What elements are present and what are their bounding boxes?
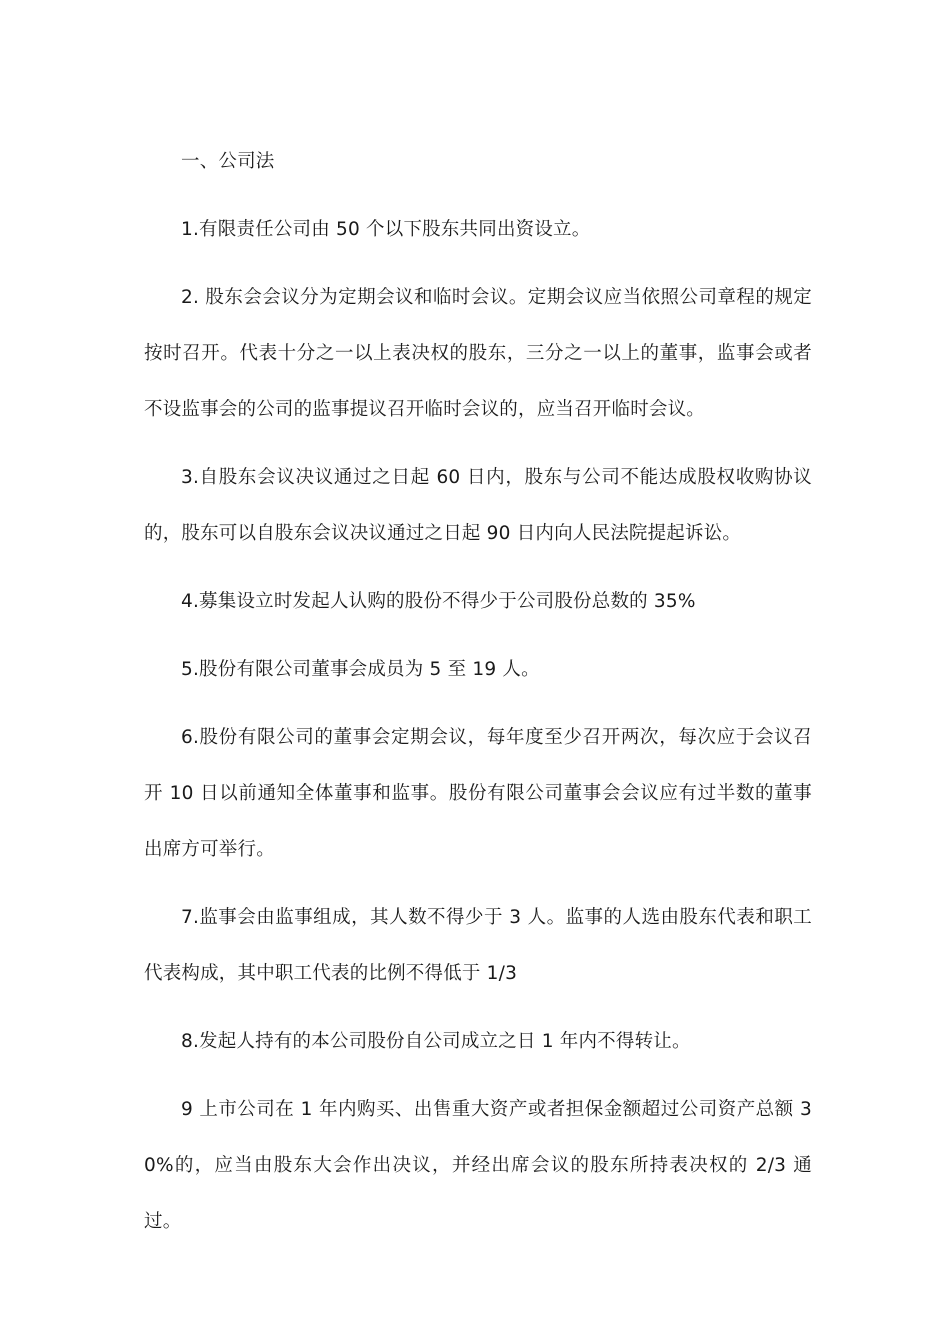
paragraph-4: 4.募集设立时发起人认购的股份不得少于公司股份总数的 35%	[181, 591, 696, 612]
section-heading: 一、公司法	[181, 151, 275, 172]
document-body	[144, 134, 812, 1262]
paragraph-5: 5.股份有限公司董事会成员为 5 至 19 人。	[181, 659, 540, 680]
paragraph-8: 8.发起人持有的本公司股份自公司成立之日 1 年内不得转让。	[181, 1031, 691, 1052]
paragraph-1: 1.有限责任公司由 50 个以下股东共同出资设立。	[181, 219, 591, 240]
paragraph-6: 6.股份有限公司的董事会定期会议，每年度至少召开两次，每次应于会议召开 10 日以前通知全体董事和监事。股份有限公司董事会会议应有过半数的董事出席方可举行。	[144, 727, 812, 860]
paragraph-7: 7.监事会由监事组成，其人数不得少于 3 人。监事的人选由股东代表和职工代表构成，其中职工代表的比例不得低于 1/3	[144, 907, 812, 984]
paragraph-3: 3.自股东会议决议通过之日起 60 日内，股东与公司不能达成股权收购协议的，股东可以自股东会议决议通过之日起 90 日内向人民法院提起诉讼。	[144, 467, 812, 544]
paragraph-2: 2. 股东会会议分为定期会议和临时会议。定期会议应当依照公司章程的规定按时召开。代表十分之一以上表决权的股东，三分之一以上的董事，监事会或者不设监事会的公司的监事提议召开临时会议的，应当召开临时会议。	[144, 287, 812, 420]
paragraph-9: 9 上市公司在 1 年内购买、出售重大资产或者担保金额超过公司资产总额 30%的，应当由股东大会作出决议，并经出席会议的股东所持表决权的 2/3 通过。	[144, 1099, 812, 1232]
